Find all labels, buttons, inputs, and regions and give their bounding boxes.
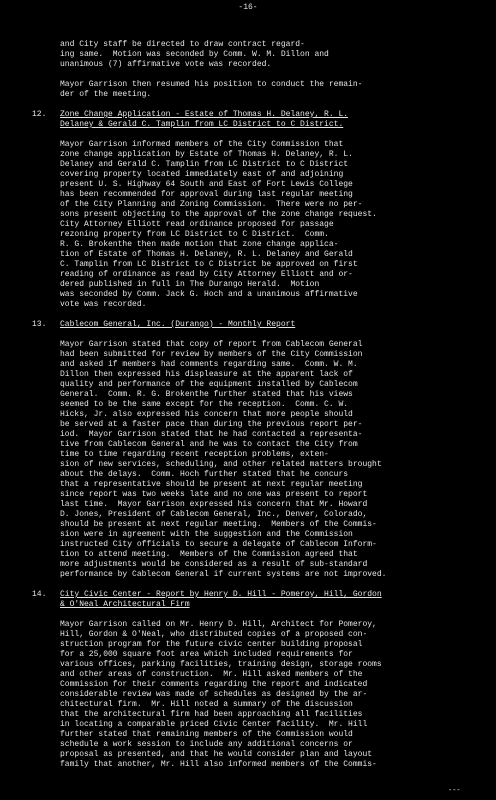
text-line: and other areas of construction. Mr. Hill asked members of the <box>60 670 363 679</box>
item-heading: & O'Neal Architectural Firm <box>60 600 190 609</box>
text-line: rezoning property from LC District to C District. Comm. <box>60 230 329 239</box>
text-line: Hicks, Jr. also expressed his concern that more people should <box>60 410 353 419</box>
text-line: tion to attend meeting. Members of the Commission agreed that <box>60 550 358 559</box>
text-line: seemed to be the same except for the reception. Comm. C. W. <box>60 400 349 409</box>
text-line: for a 25,000 square foot area which included requirements for <box>60 650 353 659</box>
item-body <box>32 620 474 770</box>
text-line: Delaney and Gerald C. Tamplin from LC District to C District <box>60 160 349 169</box>
item-number: 13. <box>32 320 47 329</box>
text-line: last time. Mayor Garrison expressed his concern that Mr. Howard <box>60 500 368 509</box>
text-line: time to time regarding recent reception problems, exten- <box>60 450 329 459</box>
recess-paragraph <box>32 80 474 100</box>
text-line: be served at a faster pace than during the previous report per- <box>60 420 363 429</box>
text-line: der of the meeting. <box>60 90 152 99</box>
text-line: Mayor Garrison called on Mr. Henry D. Hill, Architect for Pomeroy, <box>60 620 377 629</box>
text-line: in locating a comparable priced Civic Center facility. Mr. Hill <box>60 720 368 729</box>
text-line: since report was two weeks late and no one was present to report <box>60 490 368 499</box>
text-line: present U. S. Highway 64 South and East of Fort Lewis College <box>60 180 353 189</box>
text-line: various offices, parking facilities, training design, storage rooms <box>60 660 382 669</box>
text-line: sion of new services, scheduling, and other related matters brought <box>60 460 382 469</box>
text-line: reading of ordinance as read by City Attorney Elliott and or- <box>60 270 353 279</box>
text-line: should be present at next regular meeting. Members of the Commis- <box>60 520 377 529</box>
text-line: schedule a work session to include any additional concerns or <box>60 740 353 749</box>
text-line: has been recommended for approval during last regular meeting <box>60 190 353 199</box>
text-line: proposal as presented, and that he would consider plan and layout <box>60 750 373 759</box>
text-line: that the architectural firm had been approaching all facilities <box>60 710 363 719</box>
page-number: -16- <box>238 3 258 12</box>
text-line: C. Tamplin from LC District to C District be approved on first <box>60 260 358 269</box>
item-body <box>32 140 474 310</box>
text-line: about the delays. Comm. Hoch further stated that he concurs <box>60 470 349 479</box>
text-line: struction program for the future civic center building proposal <box>60 640 363 649</box>
text-line: had been submitted for review by members of the City Commission <box>60 350 363 359</box>
text-line: R. G. Brokenthe then made motion that zone change applica- <box>60 240 339 249</box>
text-line: City Attorney Elliott read ordinance proposed for passage <box>60 220 334 229</box>
text-line: Hill, Gordon & O'Neal, who distributed copies of a proposed con- <box>60 630 368 639</box>
text-line: Commission for their comments regarding the report and indicated <box>60 680 368 689</box>
text-line: Mayor Garrison stated that copy of report from Cablecom General <box>60 340 363 349</box>
text-line: Mayor Garrison informed members of the City Commission that <box>60 140 344 149</box>
text-line: tive from Cablecom General and he was to contact the City from <box>60 440 358 449</box>
text-line: performance by Cablecom General if current systems are not improved. <box>60 570 387 579</box>
text-line: sons present objecting to the approval of the zone change request. <box>60 210 377 219</box>
text-line: was seconded by Comm. Jack G. Hoch and a unanimous affirmative <box>60 290 358 299</box>
text-line: quality and performance of the equipment installed by Cablecom <box>60 380 358 389</box>
text-line: and City staff be directed to draw contract regard- <box>60 40 305 49</box>
text-line: more adjustments would be considered as a result of sub-standard <box>60 560 368 569</box>
item-number: 14. <box>32 590 47 599</box>
text-line: that a representative should be present at next regular meeting <box>60 480 363 489</box>
item-heading: City Civic Center - Report by Henry D. Hill - Pomeroy, Hill, Gordon <box>60 590 382 599</box>
text-line: sion were in agreement with the suggestion and the Commission <box>60 530 353 539</box>
text-line: considerable review was made of schedules as designed by the ar- <box>60 690 368 699</box>
bottom-mark: --- <box>448 787 461 795</box>
text-line: of the City Planning and Zoning Commission. There were no per- <box>60 200 363 209</box>
text-line: dered published in full in The Durango Herald. Motion <box>60 280 320 289</box>
text-line: tion of Estate of Thomas H. Delaney, R. L. Delaney and Gerald <box>60 250 353 259</box>
text-line: zone change application by Estate of Thomas H. Delaney, R. L. <box>60 150 353 159</box>
item-body <box>32 340 474 580</box>
text-line: family that another, Mr. Hill also informed members of the Commis- <box>60 760 377 769</box>
text-line: D. Jones, President of Cablecom General, Inc., Denver, Colorado, <box>60 510 368 519</box>
item-heading: Zone Change Application - Estate of Thomas H. Delaney, R. L. <box>60 110 349 119</box>
item-heading: Delaney & Gerald C. Tamplin from LC District to C District. <box>60 120 344 129</box>
text-line: further stated that remaining members of the Commission would <box>60 730 353 739</box>
item-number: 12. <box>32 110 47 119</box>
text-line: covering property located immediately east of and adjoining <box>60 170 344 179</box>
text-line: iod. Mayor Garrison stated that he had contacted a representa- <box>60 430 363 439</box>
intro-paragraph <box>32 40 474 70</box>
agenda-item-14 <box>32 590 474 770</box>
item-heading: Cablecom General, Inc. (Durango) - Monthly Report <box>60 320 296 329</box>
text-line: instructed City officials to secure a delegate of Cablecom Inform- <box>60 540 377 549</box>
text-line: ing same. Motion was seconded by Comm. W. M. Dillon and <box>60 50 329 59</box>
text-line: and asked if members had comments regarding same. Comm. W. M. <box>60 360 358 369</box>
text-line: unanimous (7) affirmative vote was recorded. <box>60 60 272 69</box>
text-line: General. Comm. R. G. Brokenthe further stated that his views <box>60 390 353 399</box>
text-line: Dillon then expressed his displeasure at the apparent lack of <box>60 370 353 379</box>
text-line: chitectural firm. Mr. Hill noted a summary of the discussion <box>60 700 353 709</box>
text-line: vote was recorded. <box>60 300 147 309</box>
agenda-item-12 <box>32 110 474 310</box>
text-line: Mayor Garrison then resumed his position to conduct the remain- <box>60 80 363 89</box>
agenda-item-13 <box>32 320 474 580</box>
